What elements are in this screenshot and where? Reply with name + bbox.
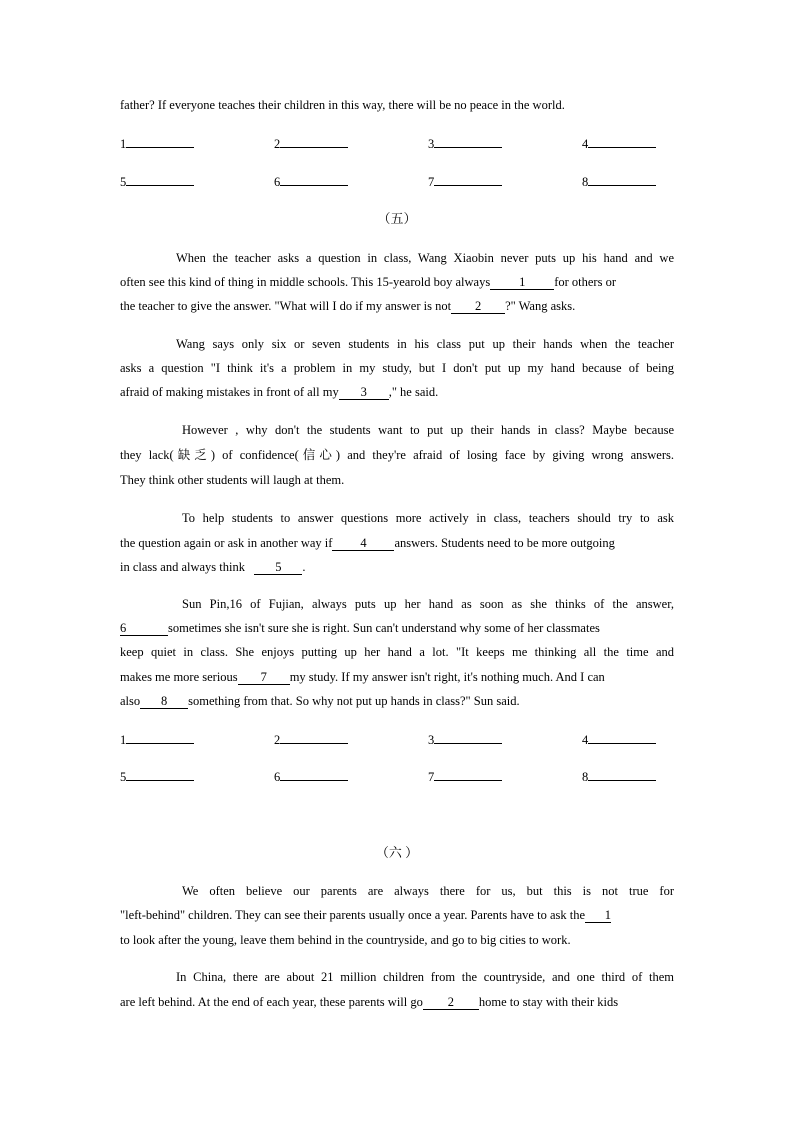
text-line: are left behind. At the end of each year, these parents will go 2 home to stay with their kids (120, 995, 619, 1009)
answer-blank[interactable]: 7 (428, 173, 502, 190)
answer-blank[interactable]: 8 (582, 768, 656, 785)
text-line: Sun Pin,16 of Fujian, always puts up her hand as soon as she thinks of the answer, (182, 597, 674, 611)
blank-6[interactable]: 6 (120, 622, 168, 636)
text-line: in class and always think 5 . (120, 560, 306, 574)
blank-2[interactable]: 2 (451, 300, 505, 314)
blank-1[interactable]: 1 (585, 909, 611, 923)
text-line: often see this kind of thing in middle schools. This 15-yearold boy always 1 for others or (120, 275, 616, 289)
answer-blank[interactable]: 6 (274, 768, 348, 785)
text-line: to look after the young, leave them behind in the countryside, and go to big cities to work. (120, 933, 571, 947)
text-line: father? If everyone teaches their children in this way, there will be no peace in the world. (120, 98, 565, 112)
text-line: To help students to answer questions more actively in class, teachers should try to ask (182, 511, 674, 525)
answer-blank[interactable]: 1 (120, 135, 194, 152)
blank-1[interactable]: 1 (490, 276, 554, 290)
answer-blank[interactable]: 5 (120, 768, 194, 785)
answer-blank[interactable]: 2 (274, 135, 348, 152)
answer-blank[interactable]: 3 (428, 135, 502, 152)
text-line: However , why don't the students want to put up their hands in class? Maybe because (182, 423, 674, 437)
section-heading: （六 ） (375, 845, 419, 860)
answer-blank[interactable]: 8 (582, 173, 656, 190)
answer-blank[interactable]: 3 (428, 731, 502, 748)
blank-7[interactable]: 7 (238, 671, 290, 685)
text-line: They think other students will laugh at them. (120, 473, 345, 487)
blank-4[interactable]: 4 (332, 537, 394, 551)
answer-blank[interactable]: 7 (428, 768, 502, 785)
text-line: When the teacher asks a question in class, Wang Xiaobin never puts up his hand and we (176, 251, 674, 265)
answer-blank[interactable]: 4 (582, 135, 656, 152)
section-heading: （五） (377, 211, 417, 226)
text-line: Wang says only six or seven students in his class put up their hands when the teacher (176, 337, 674, 351)
text-line: the question again or ask in another way if 4 answers. Students need to be more outgoing (120, 536, 615, 550)
blank-5[interactable]: 5 (254, 561, 302, 575)
answer-blank[interactable]: 2 (274, 731, 348, 748)
text-line: the teacher to give the answer. "What will I do if my answer is not 2 ?" Wang asks. (120, 299, 576, 313)
text-line: keep quiet in class. She enjoys putting up her hand a lot. "It keeps me thinking all the time and (120, 645, 674, 659)
text-line: also 8 something from that. So why not put up hands in class?" Sun said. (120, 694, 520, 708)
blank-2[interactable]: 2 (423, 996, 479, 1010)
answer-blank[interactable]: 1 (120, 731, 194, 748)
text-line: "left-behind" children. They can see their parents usually once a year. Parents have to ask the 1 (120, 908, 612, 922)
text-line: In China, there are about 21 million children from the countryside, and one third of them (176, 970, 674, 984)
blank-8[interactable]: 8 (140, 695, 188, 709)
blank-3[interactable]: 3 (339, 386, 389, 400)
text-line: 6 sometimes she isn't sure she is right. Sun can't understand why some of her classmates (120, 621, 600, 635)
text-line: We often believe our parents are always there for us, but this is not true for (182, 884, 674, 898)
answer-blank[interactable]: 6 (274, 173, 348, 190)
text-line: asks a question "I think it's a problem in my study, but I don't put up my hand because of being (120, 361, 674, 375)
text-line: afraid of making mistakes in front of all my 3 ," he said. (120, 385, 439, 399)
answer-blank[interactable]: 4 (582, 731, 656, 748)
text-line: makes me more serious 7 my study. If my answer isn't right, it's nothing much. And I can (120, 670, 605, 684)
answer-blank[interactable]: 5 (120, 173, 194, 190)
text-line: they lack(缺乏) of confidence(信心) and they're afraid of losing face by giving wrong answers. (120, 448, 674, 462)
